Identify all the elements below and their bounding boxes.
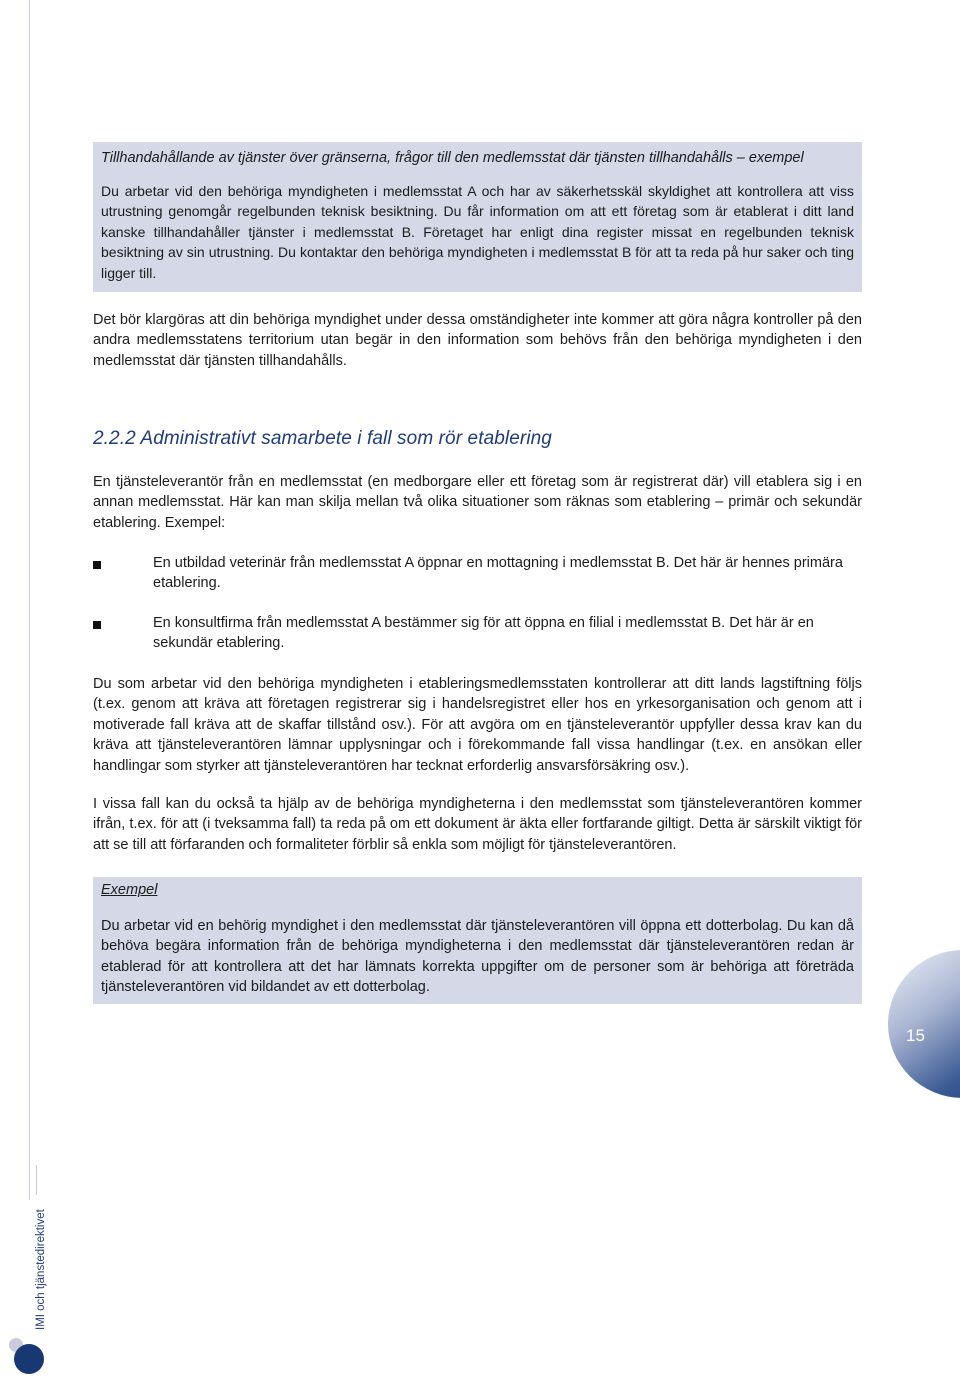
list-item: En utbildad veterinär från medlemsstat A öppnar en mottagning i medlemsstat B. Det här är hennes primära etablering. [153,555,843,592]
section-heading: 2.2.2 Administrativt samarbete i fall som rör etablering [93,428,552,449]
page-number-circle [888,950,960,1098]
example-box-body: Du arbetar vid den behöriga myndigheten i medlemsstat A och har av säkerhetsskäl skyldighet att kontrollera att viss utrustning genomgår regelbunden teknisk besiktning. Du får information om att ett företag som är etablerat i ditt land kanske tillhandahåller tjänster i medlemsstat B. Företaget har enligt dina register missat en regelbunden teknisk besiktning av sin utrustning. Du kontaktar den behöriga myndigheten i medlemsstat B för att ta reda på hur saker och ting ligger till. [101,183,854,281]
example-box-cross-border [93,142,862,292]
example-box-subsidiary [93,877,862,1004]
bullet-square-icon [93,621,101,629]
example-box-title: Tillhandahållande av tjänster över gränserna, frågor till den medlemsstat där tjänsten tillhandahålls – exempel [101,150,804,166]
decorative-dot-large [14,1344,44,1374]
paragraph-home-state-help: I vissa fall kan du också ta hjälp av de behöriga myndigheterna i den medlemsstat som tjänsteleverantören kommer ifrån, t.ex. för att (i tveksamma fall) ta reda på om ett dokument är äkta eller fortfarande giltigt. Detta är särskilt viktigt för att se till att förfaranden och formaliteter förblir så enkla som möjligt för tjänsteleverantören. [93,796,862,853]
list-item: En konsultfirma från medlemsstat A bestämmer sig för att öppna en filial i medlemsstat B. Det här är en sekundär etablering. [153,615,814,652]
example-box-body: Du arbetar vid en behörig myndighet i den medlemsstat där tjänsteleverantören vill öppna ett dotterbolag. Du kan då behöva begära information från de behöriga myndigheterna i den medlemsstat där tjänsteleverantören redan är etablerad för att kontrollera att det har lämnats korrekta uppgifter om de personer som är behöriga att företräda tjänsteleverantören vid bildandet av ett dotterbolag. [101,918,854,996]
page-number: 15 [906,1026,925,1045]
margin-rule [29,0,30,1200]
side-divider [36,1165,37,1195]
paragraph-clarification: Det bör klargöras att din behöriga myndighet under dessa omständigheter inte kommer att göra några kontroller på den andra medlemsstatens territorium utan begär in den information som behövs från den behöriga myndigheten i den medlemsstat där tjänsten tillhandahålls. [93,312,862,369]
side-label: IMI och tjänstedirektivet [35,1209,47,1330]
paragraph-establishment-intro: En tjänsteleverantör från en medlemsstat (en medborgare eller ett företag som är registrerat där) vill etablera sig i en annan medlemsstat. Här kan man skilja mellan två olika situationer som räknas som etablering – primär och sekundär etablering. Exempel: [93,474,862,531]
bullet-square-icon [93,561,101,569]
paragraph-host-state: Du som arbetar vid den behöriga myndigheten i etableringsmedlemsstaten kontrollerar att ditt lands lagstiftning följs (t.ex. genom att kräva att företagen registrerar sig i handelsregistret eller hos en yrkesorganisation och genom att i motiverade fall kräva att de skaffar tillstånd osv.). För att avgöra om en tjänsteleverantör uppfyller dessa krav kan du kräva att tjänsteleverantören lämnar upplysningar och i förekommande fall vissa handlingar (t.ex. en ansökan eller handlingar som styrker att tjänsteleverantören har tecknat erforderlig ansvarsförsäkring osv.). [93,676,862,774]
example-box-title: Exempel [101,882,158,898]
